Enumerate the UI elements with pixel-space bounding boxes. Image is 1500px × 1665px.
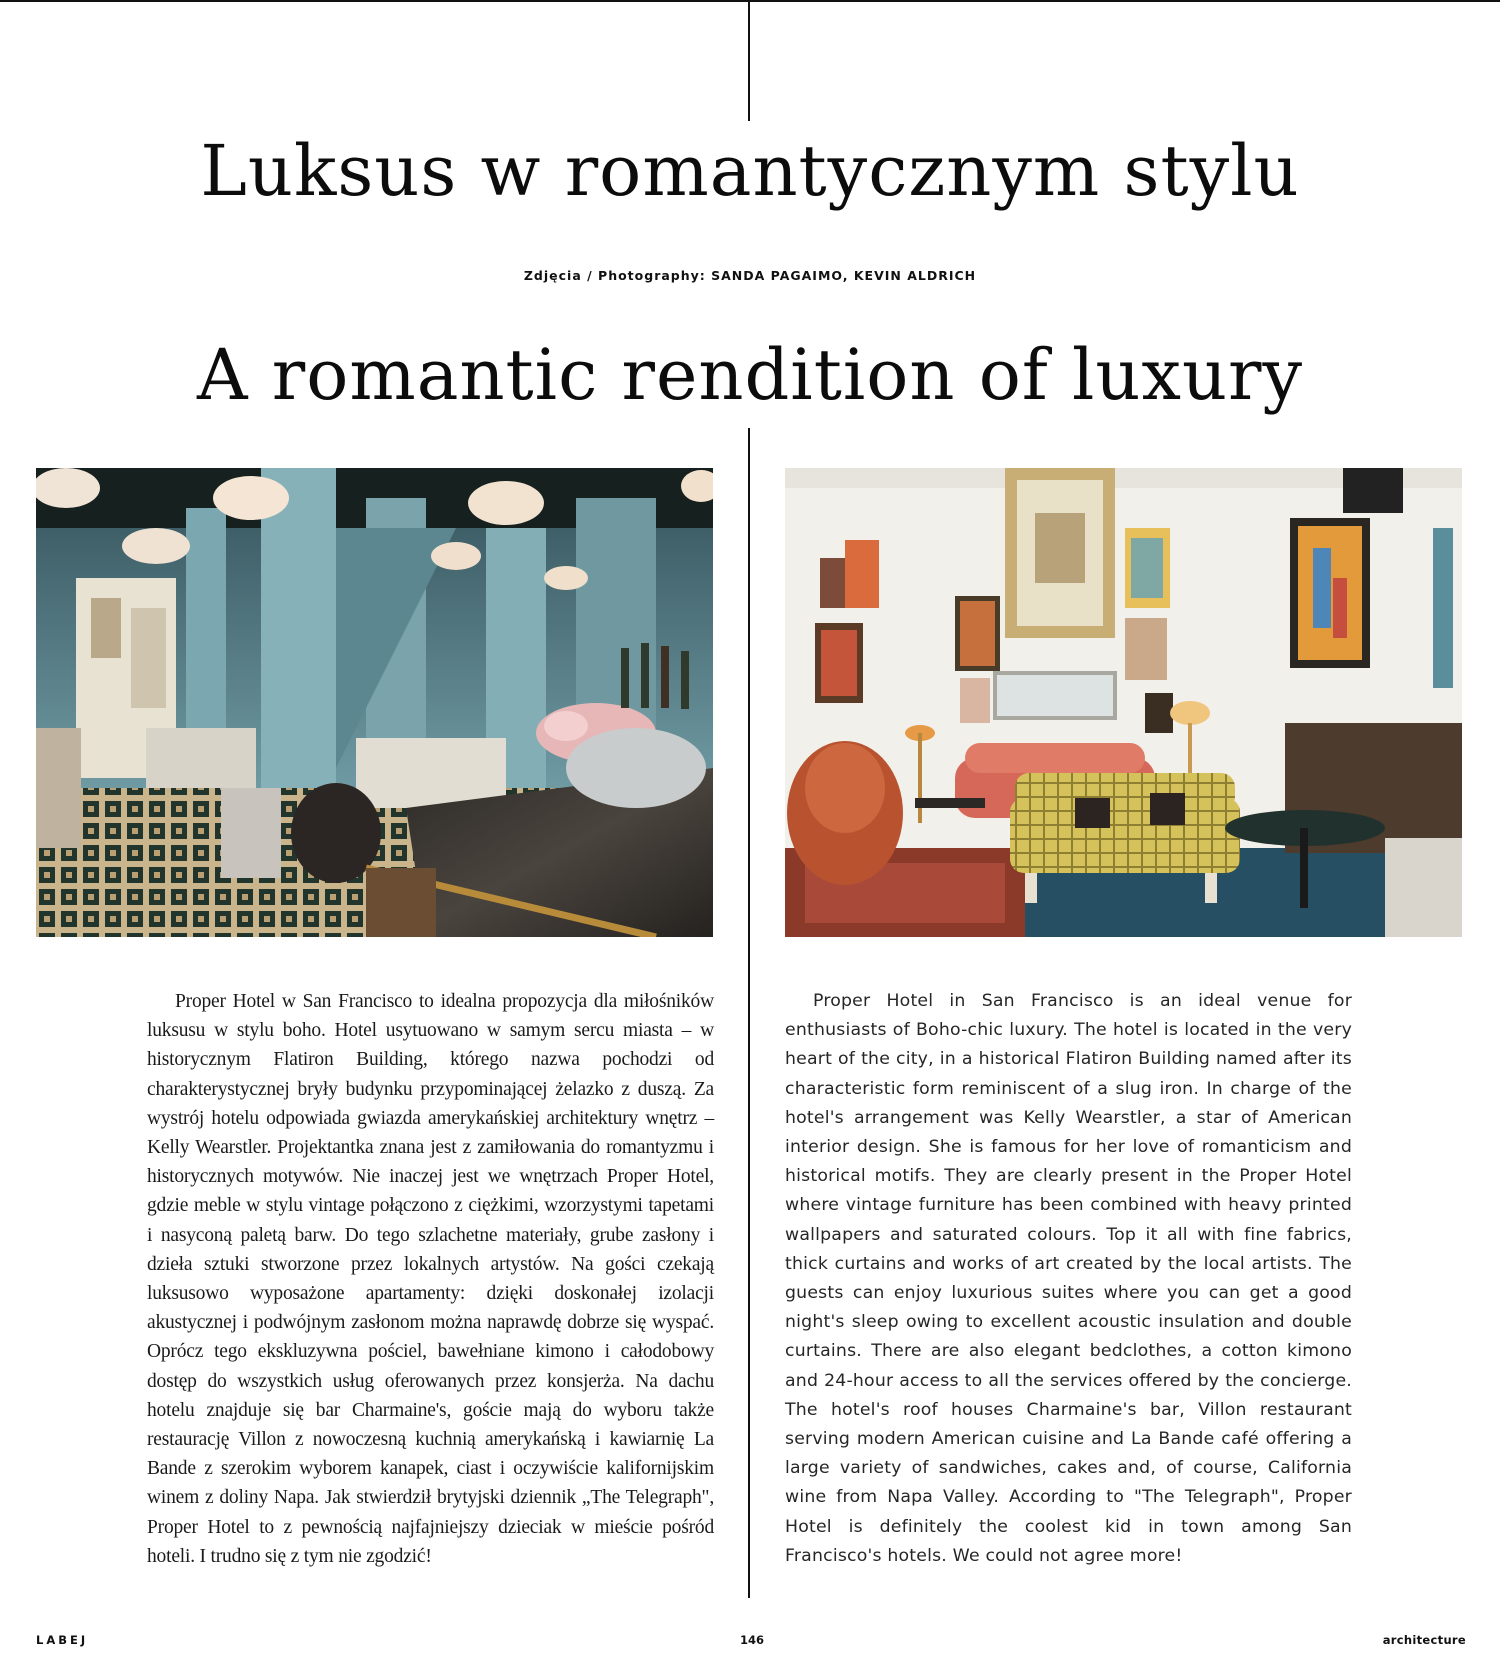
title-polish: Luksus w romantycznym stylu — [200, 130, 1300, 212]
section-label: architecture — [1382, 1633, 1466, 1647]
lounge-interior-photo — [785, 468, 1462, 937]
title-english: A romantic rendition of luxury — [196, 334, 1304, 416]
photo-credit: Zdjęcia / Photography: SANDA PAGAIMO, KEVIN ALDRICH — [523, 268, 977, 283]
body-text-polish: Proper Hotel w San Francisco to idealna propozycja dla miłośników luksusu w stylu boho. Hotel usytuowano w samym sercu miasta – w historycznym Flatiron Building, którego nazwa pochodzi od charakterystycznej bryły budynku przypominającej żelazko z duszą. Za wystrój hotelu odpowiada gwiazda amerykańskiej architektury wnętrz – Kelly Wearstler. Projektantka znana jest z zamiłowania do romantyzmu i historycznych motywów. Nie inaczej jest we wnętrzach Proper Hotel, gdzie meble w stylu vintage połączono z ciężkimi, wzorzystymi tapetami i nasyconą paletą barw. Do tego szlachetne materiały, grube zasłony i dzieła sztuki stworzone przez lokalnych artystów. Na gości czekają luksusowo wyposażone apartamenty: dzięki doskonałej izolacji akustycznej i podwójnym zasłonom można naprawdę dobrze się wyspać. Oprócz tego ekskluzywna pościel, bawełniane kimono i całodobowy dostęp do wszystkich usług oferowanych przez konsjerża. Na dachu hotelu znajduje się bar Charmaine's, goście mają do wyboru także restaurację Villon z nowoczesną kuchnią amerykańską i kawiarnię La Bande z szerokim wyborem kanapek, ciast i oczywiście kalifornijskim winem z doliny Napa. Jak stwierdził brytyjski dziennik „The Telegraph", Proper Hotel to z pewnością najfajniejszy dzieciak w mieście pośród hoteli. I trudno się z tym nie zgodzić! — [147, 991, 714, 1567]
magazine-name: LABEJ — [36, 1633, 89, 1647]
restaurant-interior-photo — [36, 468, 713, 937]
body-text-english: Proper Hotel in San Francisco is an ideal venue for enthusiasts of Boho-chic luxury. The hotel is located in the very heart of the city, in a historical Flatiron Building named after its characteristic form reminiscent of a slug iron. In charge of the hotel's arrangement was Kelly Wearstler, a star of American interior design. She is famous for her love of romanticism and historical motifs. They are clearly present in the Proper Hotel where vintage furniture has been combined with heavy printed wallpapers and saturated colours. Top it all with fine fabrics, thick curtains and works of art created by the local artists. The guests can enjoy luxurious suites where you can get a good night's sleep owing to excellent acoustic insulation and double curtains. There are also elegant bedclothes, a cotton kimono and 24-hour access to all the services offered by the concierge. The hotel's roof houses Charmaine's bar, Villon restaurant serving modern American cuisine and La Bande café offering a large variety of sandwiches, cakes and, of course, California wine from Napa Valley. According to "The Telegraph", Proper Hotel is definitely the coolest kid in town among San Francisco's hotels. We could not agree more! — [785, 991, 1352, 1566]
page-number: 146 — [740, 1633, 765, 1647]
top-rule — [0, 0, 1500, 2]
column-divider — [748, 428, 750, 1598]
column-divider-top — [748, 0, 750, 121]
